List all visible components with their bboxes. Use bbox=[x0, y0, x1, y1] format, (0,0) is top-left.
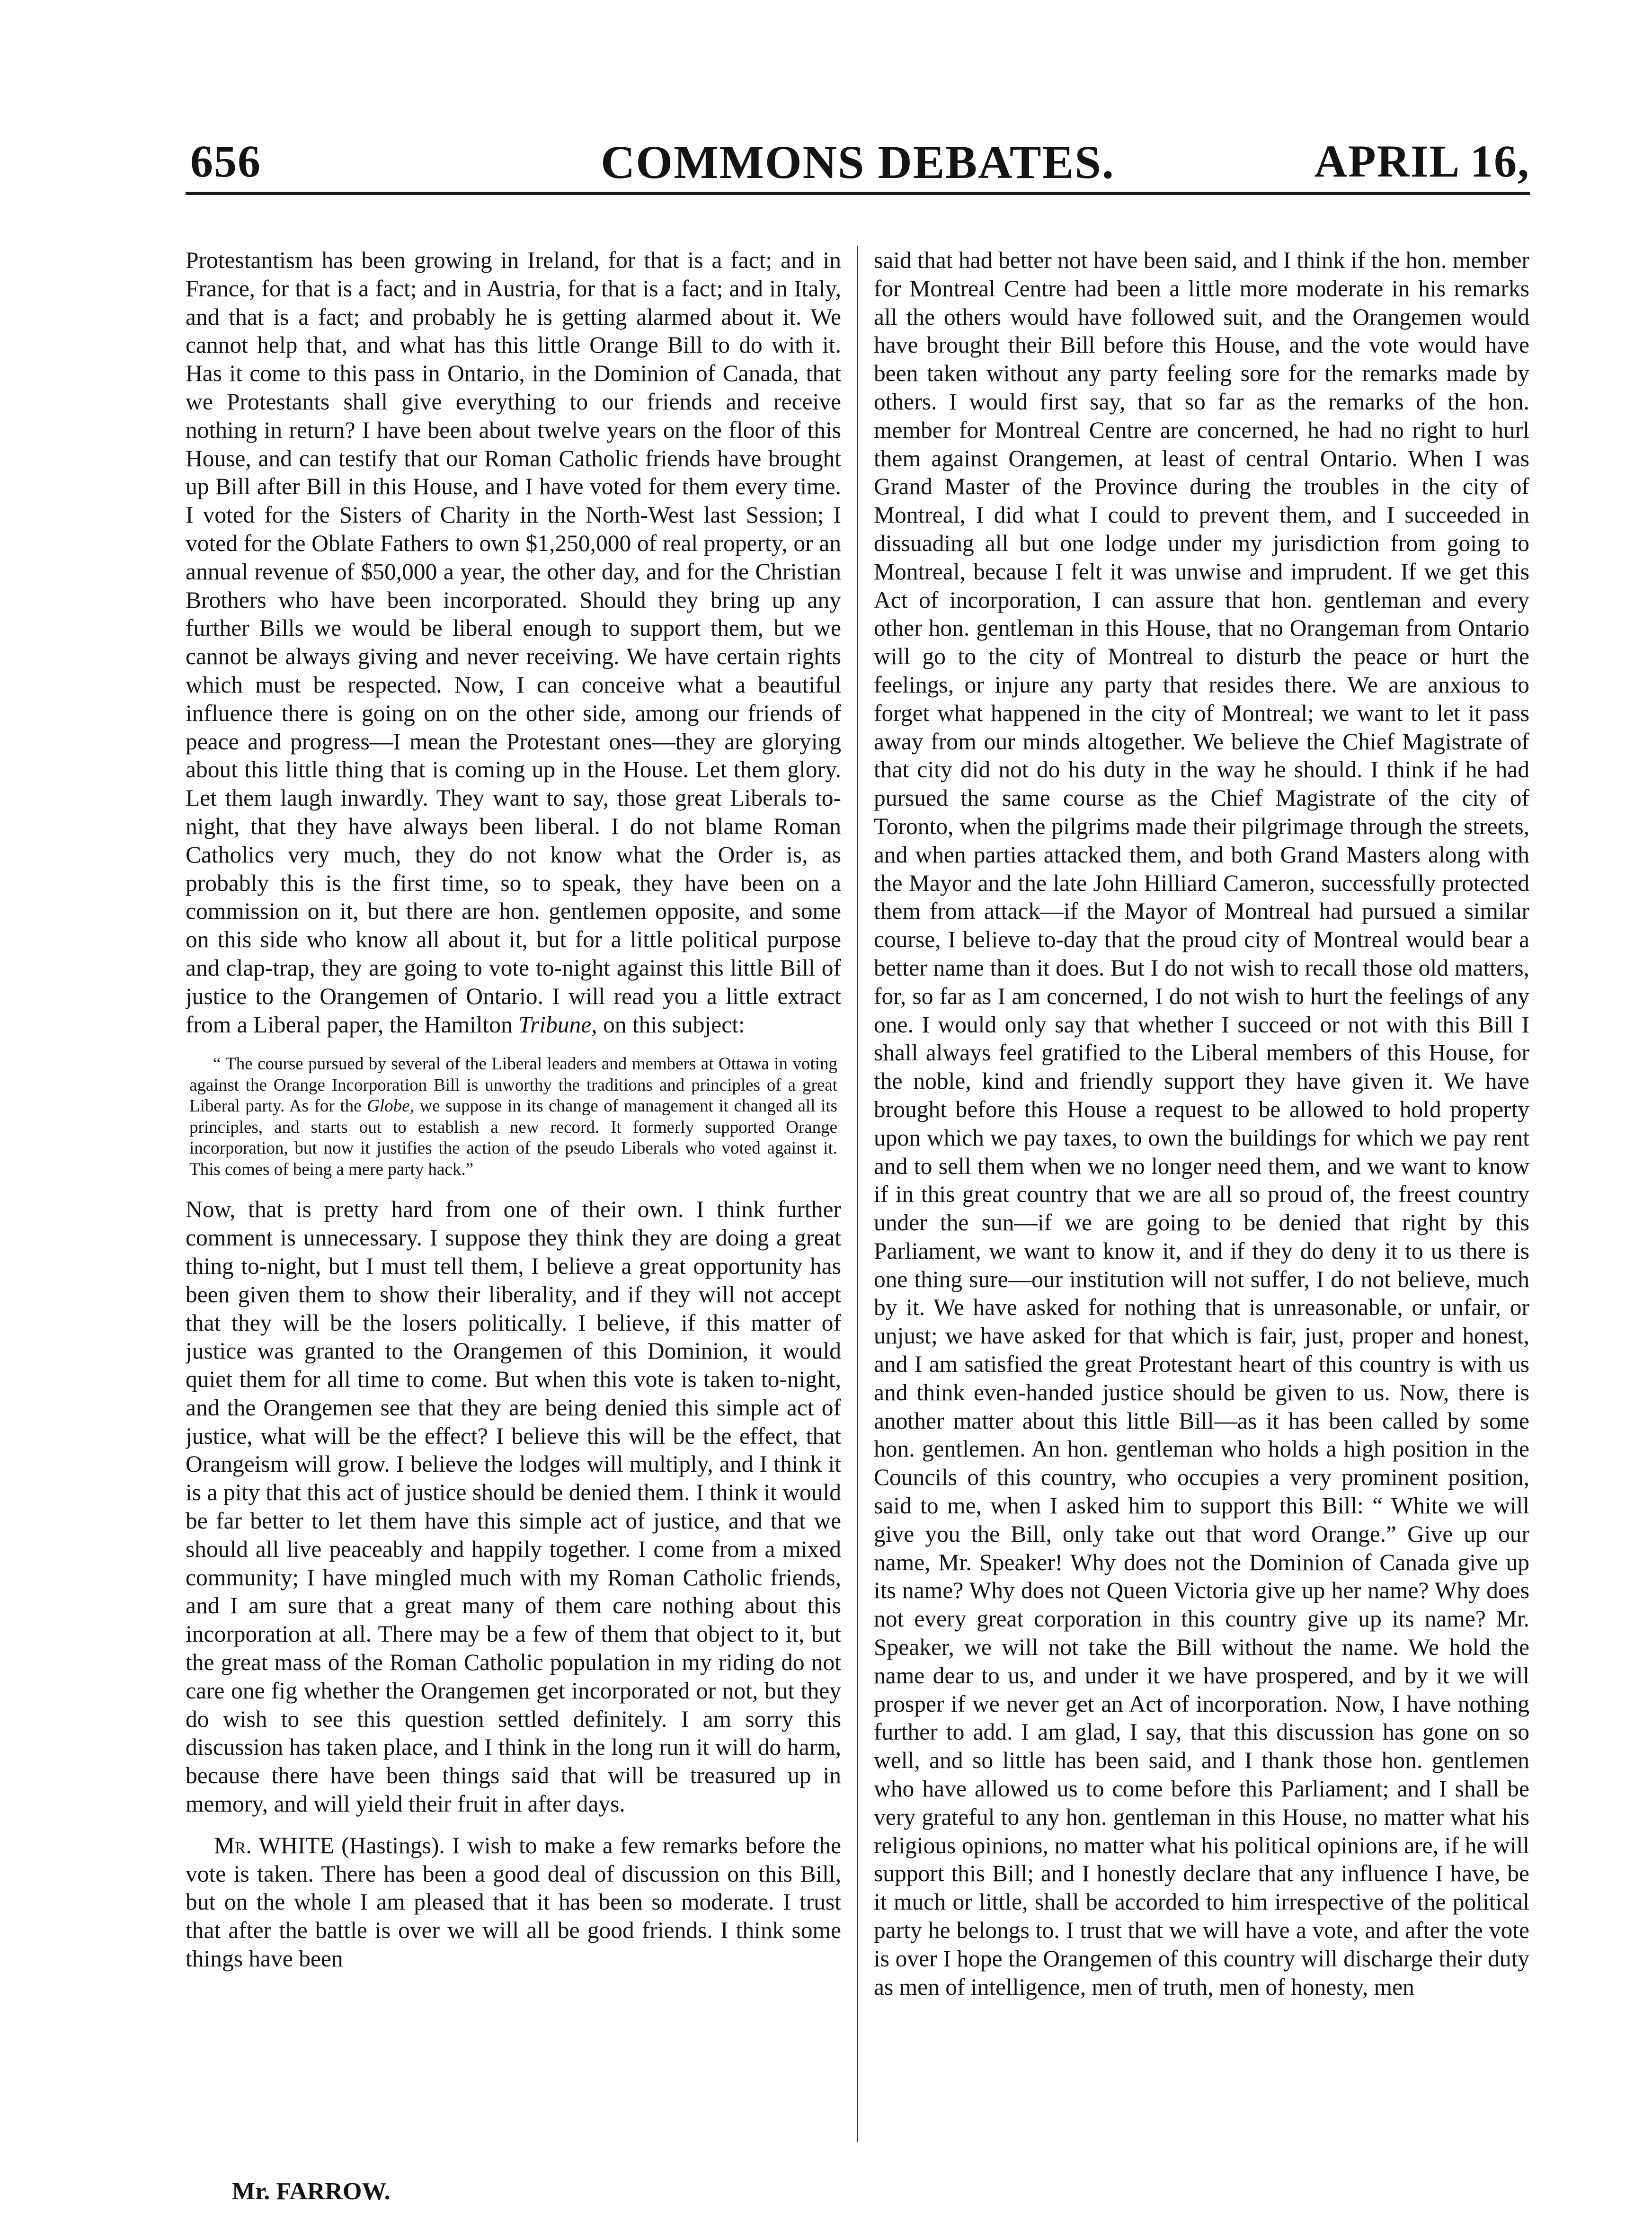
left-column bbox=[186, 246, 841, 2159]
paragraph: said that had better not have been said, and I think if the hon. member for Montreal Centre had been a little more moderate in his remarks all the others would have followed suit, and the Orangemen would have brought their Bill before this House, and the vote would have been taken without any party feeling sore for the remarks made by others. I would first say, that so far as the remarks of the hon. member for Montreal Centre are concerned, he had no right to hurl them against Orangemen, at least of central Ontario. When I was Grand Master of the Province during the troubles in the city of Montreal, I did what I could to prevent them, and I succeeded in dissuading all but one lodge under my jurisdiction from going to Montreal, because I felt it was unwise and imprudent. If we get this Act of incorporation, I can assure that hon. gentleman and every other hon. gentleman in this House, that no Orangeman from Ontario will go to the city of Montreal to disturb the peace or hurt the feelings, or injure any party that resides there. We are anxious to forget what happened in the city of Montreal; we want to let it pass away from our minds altogether. We believe the Chief Magistrate of that city did not do his duty in the way he should. I think if he had pursued the same course as the Chief Magistrate of the city of Toronto, when the pilgrims made their pilgrimage through the streets, and when parties attacked them, and both Grand Masters along with the Mayor and the late John Hilliard Cameron, successfully protected them from attack—if the Mayor of Montreal had pursued a similar course, I believe to-day that the proud city of Montreal would bear a better name than it does. But I do not wish to recall those old matters, for, so far as I am concerned, I do not wish to hurt the feelings of any one. I would only say that whether I succeed or not with this Bill I shall always feel gratified to the Liberal members of this House, for the noble, kind and friendly support they have given it. We have brought before this House a request to be allowed to hold property upon which we pay taxes, to own the buildings for which we pay rent and to sell them when we no longer need them, and we want to know if in this great country that we are all so proud of, the freest country under the sun—if we are going to be denied that right by this Parliament, we want to know it, and if they do deny it to us there is one thing sure—our institution will not suffer, I do not believe, much by it. We have asked for nothing that is unreasonable, or unfair, or unjust; we have asked for that which is fair, just, proper and honest, and I am satisfied the great Protestant heart of this country is with us and think even-handed justice should be given to us. Now, there is another matter about this little Bill—as it has been called by some hon. gentlemen. An hon. gentleman who holds a high position in the Councils of this country, who occupies a very prominent position, said to me, when I asked him to support this Bill: “ White we will give you the Bill, only take out that word Orange.” Give up our name, Mr. Speaker! Why does not the Dominion of Canada give up its name? Why does not Queen Victoria give up her name? Why does not every great corporation in this country give up its name? Mr. Speaker, we will not take the Bill without the name. We hold the name dear to us, and under it we have prospered, and by it we will prosper if we never get an Act of incorporation. Now, I have nothing further to add. I am glad, I say, that this discussion has gone on so well, and so little has been said, and I thank those hon. gentlemen who have allowed us to come before this Parliament; and I shall be very grateful to any hon. gentleman in this House, no matter what his religious opinions, no matter what his political opinions are, if he will support this Bill; and I honestly declare that any influence I have, be it much or little, shall be accorded to him irrespective of the political party he belongs to. I trust that we will have a vote, and after the vote is over I hope the Orangemen of this country will discharge their duty as men of intelligence, men of truth, men of honesty, men bbox=[874, 247, 1529, 2000]
paragraph: Now, that is pretty hard from one of their own. I think further comment is unnecessary. I suppose they think they are doing a great thing to-night, but I must tell them, I believe a great opportunity has been given them to show their liberality, and if they will not accept that they will be the losers politically. I believe, if this matter of justice was granted to the Orangemen of this Dominion, it would quiet them for all time to come. But when this vote is taken to-night, and the Orangemen see that they are being denied this simple act of justice, what will be the effect? I believe this will be the effect, that Orangeism will grow. I believe the lodges will multiply, and I think it is a pity that this act of justice should be denied them. I think it would be far better to let them have this simple act of justice, and that we should all live peaceably and happily together. I come from a mixed community; I have mingled much with my Roman Catholic friends, and I am sure that a great many of them care nothing about this incorporation at all. There may be a few of them that object to it, but the great mass of the Roman Catholic population in my riding do not care one fig whether the Orangemen get incorporated or not, but they do wish to see this question settled definitely. I am sorry this discussion has taken place, and I think in the long run it will do harm, because there have been things said that will be treasured up in memory, and will yield their fruit in after days. bbox=[186, 1196, 841, 1817]
quote-text: , we suppose in its change of management it changed all its principles, and starts out to establish a new record. It formerly supported Orange incorporation, but now it justifies the action of the pseudo Liberals who voted against it. This comes of being a mere party hack.” bbox=[189, 1096, 837, 1179]
paragraph bbox=[186, 1831, 841, 1973]
paragraph-text: , on this subject: bbox=[591, 1011, 745, 1038]
footer-speaker-name: Mr. FARROW. bbox=[232, 2178, 391, 2205]
newspaper-name: Globe bbox=[367, 1096, 410, 1116]
block-quote bbox=[189, 1054, 837, 1180]
page-number: 656 bbox=[190, 136, 261, 187]
speaker-name: Mr. WHITE bbox=[214, 1832, 334, 1858]
column-divider bbox=[857, 246, 858, 2142]
page-date: APRIL 16, bbox=[1314, 136, 1530, 187]
newspaper-name: Tribune bbox=[518, 1011, 592, 1038]
running-head bbox=[186, 130, 1530, 195]
paragraph-text: Protestantism has been growing in Ireland, for that is a fact; and in France, for that is a fact; and in Austria, for that is a fact; and in Italy, and that is a fact; and probably he is getting alarmed about it. We cannot help that, and what has this little Orange Bill to do with it. Has it come to this pass in Ontario, in the Dominion of Canada, that we Protestants shall give everything to our friends and receive nothing in return? I have been about twelve years on the floor of this House, and can testify that our Roman Catholic friends have brought up Bill after Bill in this House, and I have voted for them every time. I voted for the Sisters of Charity in the North-West last Session; I voted for the Oblate Fathers to own $1,250,000 of real property, or an annual revenue of $50,000 a year, the other day, and for the Christian Brothers who have been incorporated. Should they bring up any further Bills we would be liberal enough to support them, but we cannot be always giving and never receiving. We have certain rights which must be respected. Now, I can conceive what a beautiful influence there is going on on the other side, among our friends of peace and progress—I mean the Protestant ones—they are glorying about this little thing that is coming up in the House. Let them glory. Let them laugh inwardly. They want to say, those great Liberals to-night, that they have always been liberal. I do not blame Roman Catholics very much, they do not know what the Order is, as probably this is the first time, so to speak, they have been on a commission on it, but there are hon. gentlemen opposite, and some on this side who know all about it, but for a little political purpose and clap-trap, they are going to vote to-night against this little Bill of justice to the Orangemen of Ontario. I will read you a little extract from a Liberal paper, the Hamilton bbox=[186, 247, 841, 1038]
right-column bbox=[874, 246, 1529, 2159]
quote-text: “ The course pursued by several of the Liberal leaders and members at Ottawa in voting against the Orange Incorporation Bill is unworthy the traditions and principles of a great Liberal party. As for the bbox=[189, 1054, 837, 1116]
page-title: COMMONS DEBATES. bbox=[601, 136, 1115, 188]
paragraph bbox=[186, 246, 841, 1039]
paragraph-text: (Hastings). I wish to make a few remarks before the vote is taken. There has been a good deal of discussion on this Bill, but on the whole I am pleased that it has been so moderate. I trust that after the battle is over we will all be good friends. I think some things have been bbox=[186, 1832, 841, 1972]
